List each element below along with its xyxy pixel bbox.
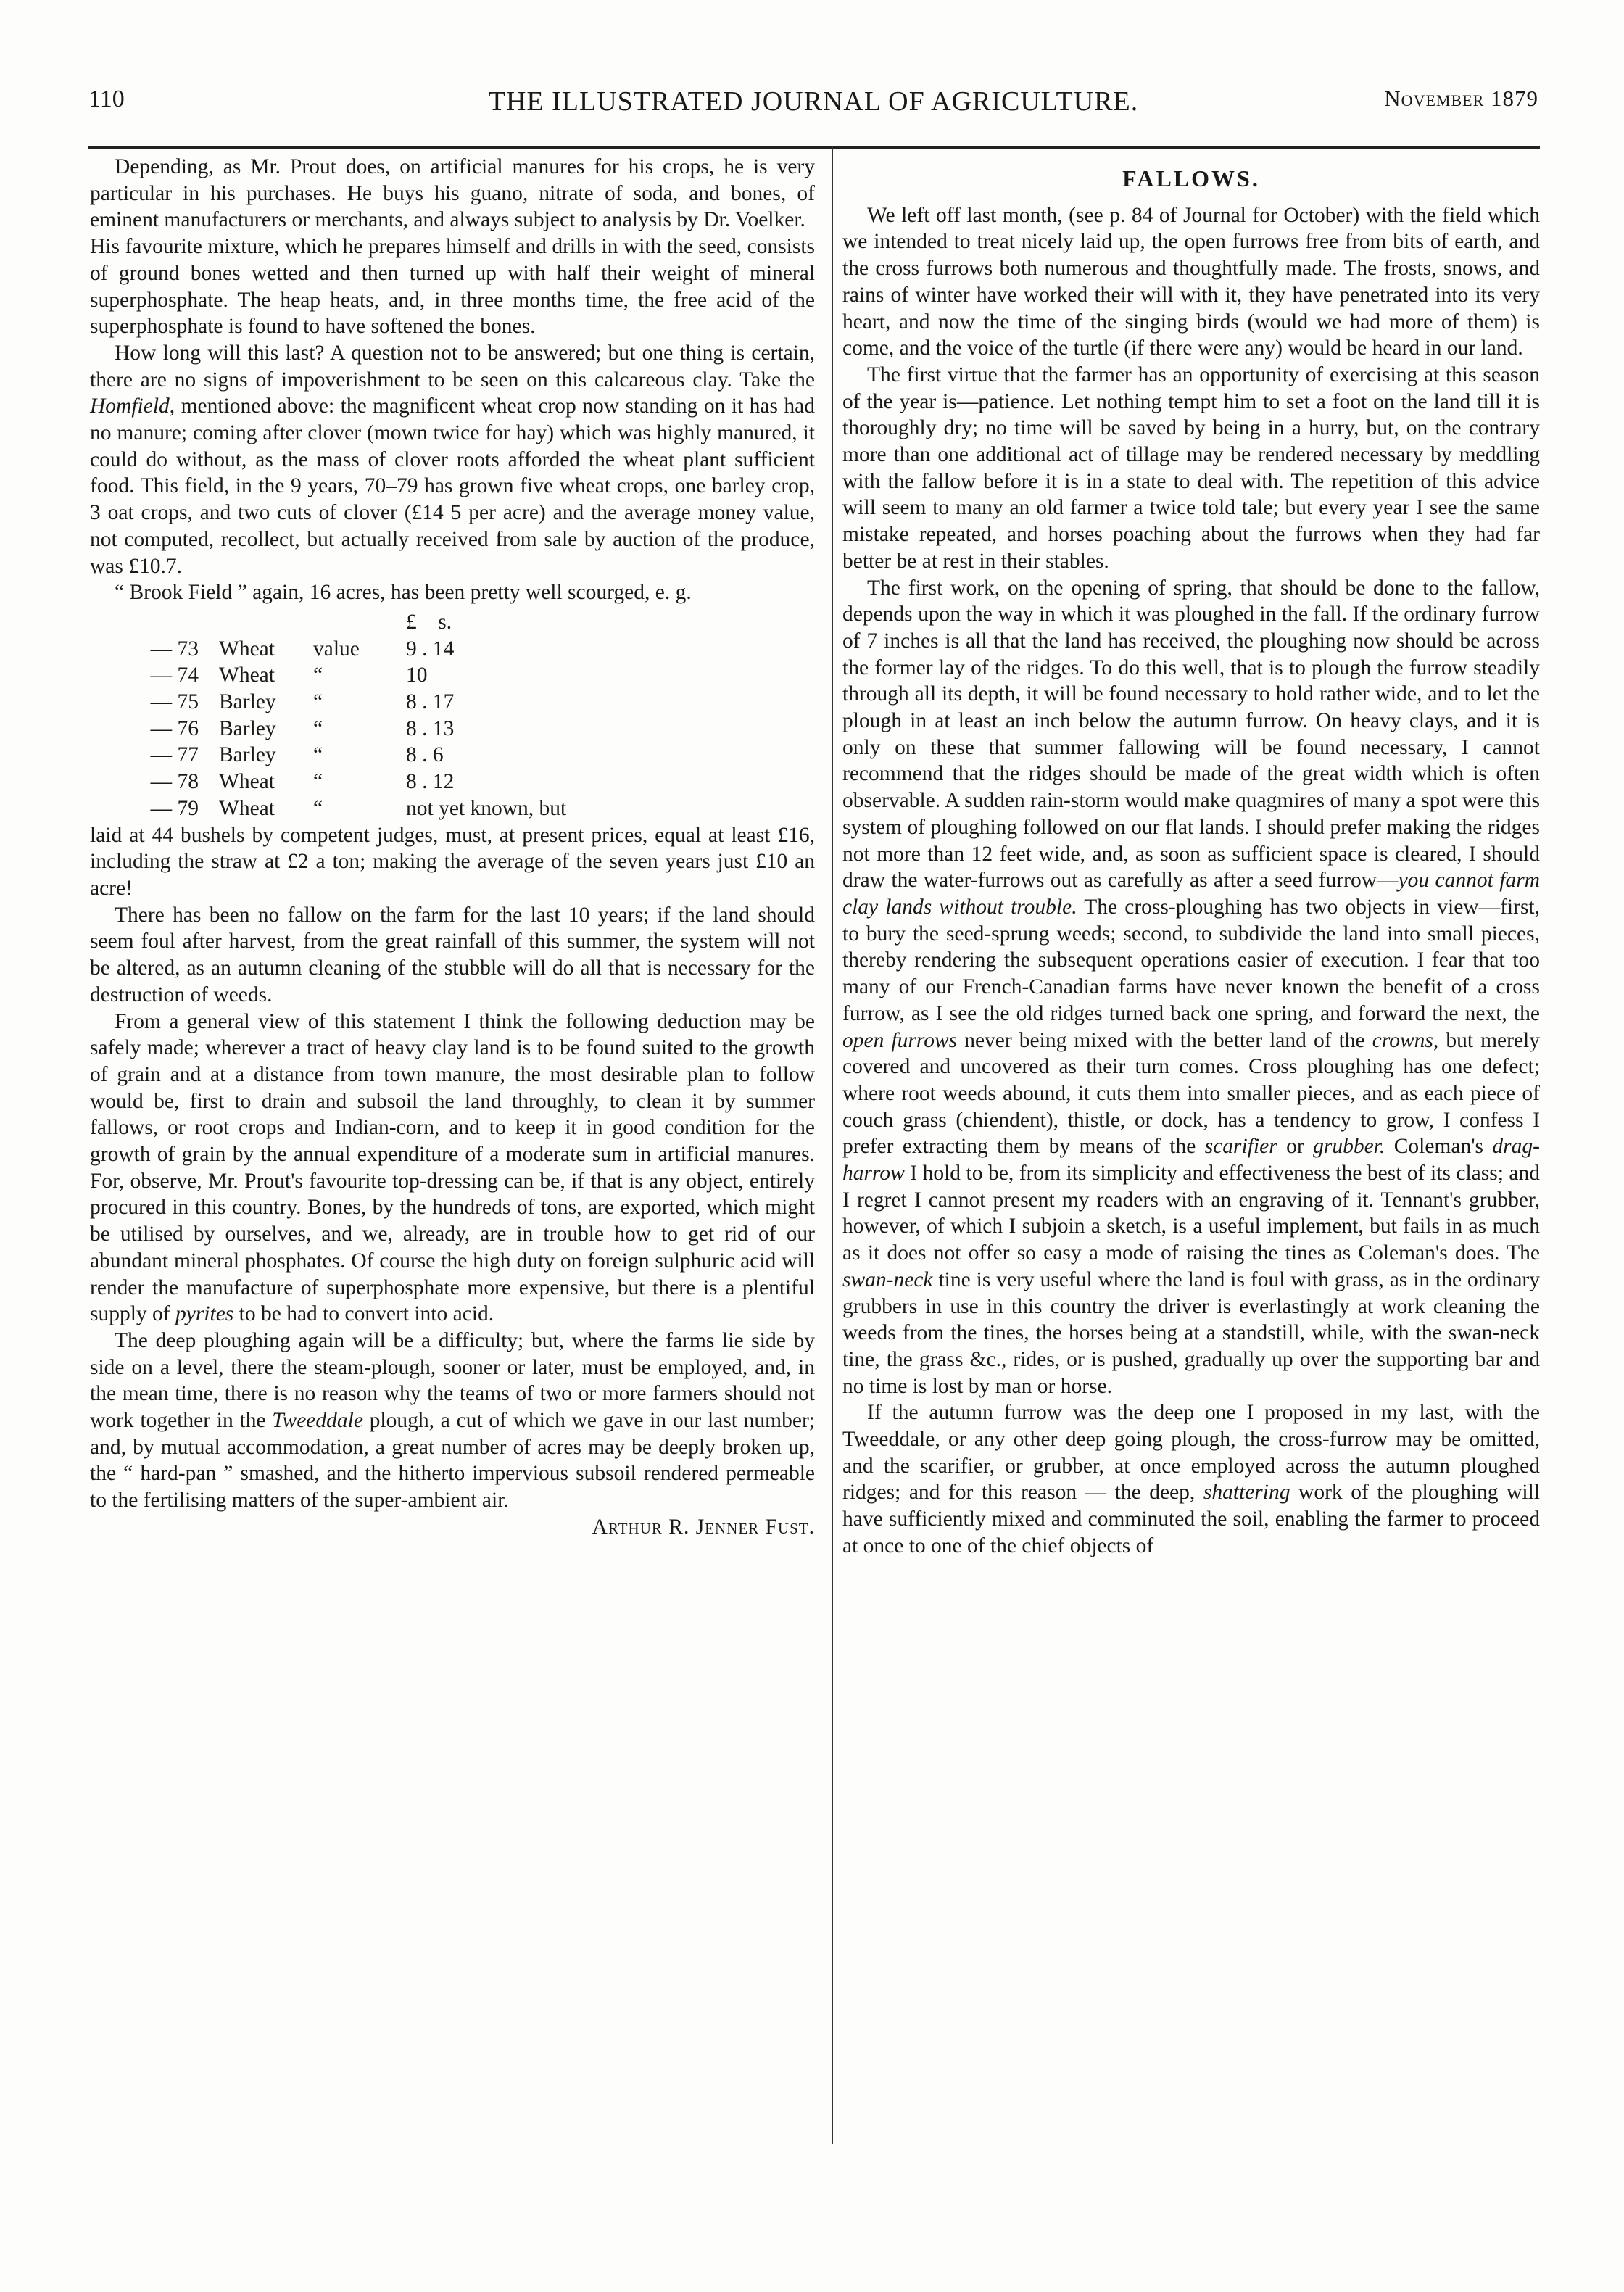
article-signature bbox=[90, 1514, 815, 1541]
issue-date: November 1879 bbox=[1384, 86, 1538, 111]
right-paragraph-4: If the autumn furrow was the deep one I proposed in my last, with the Tweeddale, or any other deep going plough, the cross-furrow may be omitted, and the scarifier, or grubber, at once employed across the autumn ploughed ridges; and for this reason — the deep, shattering work of the ploughing will have sufficiently mixed and comminuted the soil, enabling the farmer to proceed at once to one of the chief objects of bbox=[842, 1401, 1540, 1557]
left-paragraph-3: How long will this last? A question not to be answered; but one thing is certain, there are no signs of impoverishment to be seen on this calcareous clay. Take the Homfield, mentioned above: the magnificent wheat crop now standing on it has had no manure; coming after clover (mown twice for hay) which was highly manured, it could do without, as the mass of clover roots afforded the wheat plant sufficient food. This field, in the 9 years, 70–79 has grown five wheat crops, one barley crop, 3 oat crops, and two cuts of clover (£14 5 per acre) and the average money value, not computed, recollect, but actually received from sale by auction of the produce, was £10.7. bbox=[90, 341, 815, 578]
shilling-header: s. bbox=[438, 610, 452, 634]
right-paragraph-1: We left off last month, (see p. 84 of Journal for October) with the field which we intended to treat nicely laid up, the open furrows free from bits of earth, and the cross furrows both numerous and thoughtfully made. The frosts, snows, and rains of winter have worked their will with it, they have penetrated into its very heart, and now the time of the singing birds (would we had more of them) is come, and the voice of the turtle (if there were any) would be heard in our land. bbox=[842, 203, 1540, 360]
page-header bbox=[88, 86, 1538, 129]
right-column bbox=[842, 154, 1540, 1560]
left-paragraph-4: “ Brook Field ” again, 16 acres, has been pretty well scourged, e. g. bbox=[115, 581, 692, 605]
left-column bbox=[90, 154, 815, 1541]
table-row: — 75 Barley “ 8 . 17 bbox=[150, 690, 455, 714]
brook-field-table bbox=[90, 609, 566, 822]
right-paragraph-3: The first work, on the opening of spring, that should be done to the fallow, depends upon the way in which it was ploughed in the fall. If the ordinary furrow of 7 inches is all that the land has received, the ploughing now should be across the former lay of the ridges. To do this well, that is to plough the furrow steadily through all its depth, it will be found necessary to hold rather wide, and to let the plough in at least an inch below the autumn furrow. On heavy clays, and it is only on these that summer fallowing will be found necessary, I cannot recommend that the ridges should be made of the great width which is often observable. A sudden rain-storm would make quagmires of many a spot were this system of ploughing followed on our flat lands. I should prefer making the ridges not more than 12 feet wide, and, as soon as sufficient space is cleared, I should draw the water-furrows out as carefully as after a seed furrow—you cannot farm clay lands without trouble. The cross-ploughing has two objects in view—first, to bury the seed-sprung weeds; second, to subdivide the land into small pieces, thereby rendering the subsequent operations easier of execution. I fear that too many of our French-Canadian farms have never known the benefit of a cross furrow, as I see the old ridges turned back one spring, and forward the next, the open furrows never being mixed with the better land of the crowns, but merely covered and uncovered as their turn comes. Cross ploughing has one defect; where root weeds abound, it cuts them into smaller pieces, and as each piece of couch grass (chiendent), thistle, or dock, has a tendency to grow, I confess I prefer extracting them by means of the scarifier or grubber. Coleman's drag-harrow I hold to be, from its simplicity and effectiveness the best of its class; and I regret I cannot present my readers with an engraving of it. Tennant's grubber, however, of which I subjoin a sketch, is a useful implement, but fails in as much as it does not offer so easy a mode of raising the tines as Coleman's does. The swan-neck tine is very useful where the land is foul with grass, as in the ordinary grubbers in use in this country the driver is everlastingly at work cleaning the weeds from the tines, the horses being at a standstill, while, with the swan-neck tine, the grass &c., rides, or is pushed, gradually up over the supporting bar and no time is lost by man or horse. bbox=[842, 576, 1541, 1398]
table-row: — 74 Wheat “ 10 bbox=[150, 663, 428, 687]
left-paragraph-6: There has been no fallow on the farm for the last 10 years; if the land should seem foul after harvest, from the great rainfall of this summer, the system will not be altered, as an autumn cleaning of the stubble will do all that is necessary for the destruction of weeds. bbox=[90, 903, 815, 1006]
table-row: — 78 Wheat “ 8 . 12 bbox=[150, 770, 455, 794]
table-row: — 79 Wheat “ not yet known, but bbox=[150, 796, 567, 820]
left-paragraph-2: His favourite mixture, which he prepares himself and drills in with the seed, consists of ground bones wetted and then turned up with half their weight of mineral superphosphate. The heap heats, and, in three months time, the free acid of the superphosphate is found to have softened the bones. bbox=[90, 235, 815, 339]
author-name: Arthur R. Jenner Fust. bbox=[592, 1515, 815, 1539]
header-rule bbox=[88, 146, 1540, 149]
table-row: — 76 Barley “ 8 . 13 bbox=[150, 716, 455, 740]
left-paragraph-1: Depending, as Mr. Prout does, on artificial manures for his crops, he is very particular in his purchases. He buys his guano, nitrate of soda, and bones, of eminent manufacturers or merchants, and always subject to analysis by Dr. Voelker. bbox=[90, 155, 815, 232]
page-number: 110 bbox=[88, 86, 125, 112]
pound-header: £ bbox=[406, 610, 417, 634]
table-row: — 77 Barley “ 8 . 6 bbox=[150, 743, 444, 767]
left-paragraph-7: From a general view of this statement I think the following deduction may be safely made; wherever a tract of heavy clay land is to be found suited to the growth of grain and at a distance from town manure, the most desirable plan to follow would be, first to drain and subsoil the land throughly, to clean it by summer fallows, or root crops and Indian-corn, and to keep it in good condition for the growth of grain by the annual expenditure of a moderate sum in artificial manures. For, observe, Mr. Prout's favourite top-dressing can be, if that is any object, entirely procured in this country. Bones, by the hundreds of tons, are exported, which might be utilised by ourselves, and we, already, are in trouble how to get rid of our abundant mineral phosphates. Of course the high duty on foreign sulphuric acid will render the manufacture of superphosphate more expensive, but there is a plentiful supply of pyrites to be had to convert into acid. bbox=[90, 1009, 815, 1326]
column-divider bbox=[832, 146, 833, 2144]
left-paragraph-8: The deep ploughing again will be a difficulty; but, where the farms lie side by side on a level, there the steam-plough, sooner or later, must be employed, and, in the mean time, there is no reason why the teams of two or more farmers should not work together in the Tweeddale plough, a cut of which we gave in our last number; and, by mutual accommodation, a great number of acres may be deeply broken up, the “ hard-pan ” smashed, and the hitherto impervious subsoil rendered permeable to the fertilising matters of the super-ambient air. bbox=[90, 1328, 815, 1513]
journal-title: THE ILLUSTRATED JOURNAL OF AGRICULTURE. bbox=[488, 86, 1139, 117]
left-paragraph-5: laid at 44 bushels by competent judges, must, at present prices, equal at least £16, including the straw at £2 a ton; making the average of the seven years just £10 an acre! bbox=[90, 823, 815, 900]
article-heading: FALLOWS. bbox=[1122, 165, 1260, 191]
table-row: — 73 Wheat value 9 . 14 bbox=[150, 637, 455, 661]
table-header-row bbox=[90, 609, 566, 636]
right-paragraph-2: The first virtue that the farmer has an opportunity of exercising at this season of the year is—patience. Let nothing tempt him to set a foot on the land till it is thoroughly dry; no time will be saved by being in a hurry, but, on the contrary more than one additional act of tillage may be rendered necessary by meddling with the fallow before it is in a state to deal with. The repetition of this advice will seem to many an old farmer a twice told tale; but every year I see the same mistake repeated, and horses poaching about the furrows when they had far better be at rest in their stables. bbox=[842, 363, 1540, 573]
